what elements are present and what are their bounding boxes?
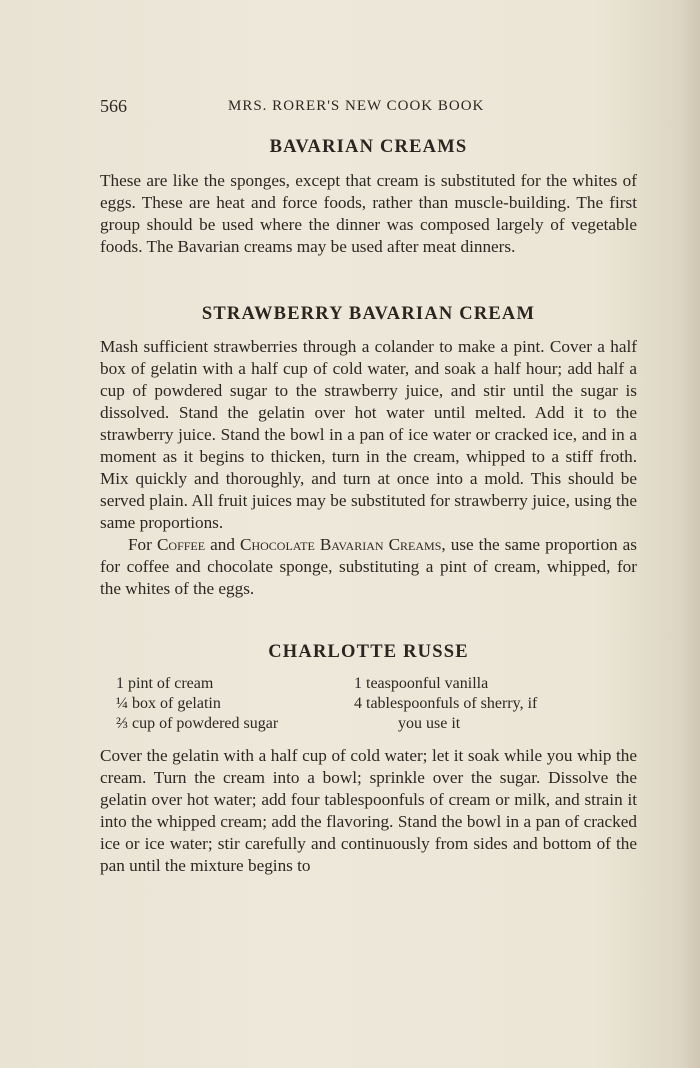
strawberry-bavarian-text: Mash sufficient strawberries through a colander to make a pint. Cover a half box of gelatin with a half cup of cold water, and soak a half hour; add half a cup of powdered sugar to the strawberry juice, and stir until the sugar is dissolved. Stand the gelatin over hot water until melted. Add it to the strawberry juice. Stand the bowl in a pan of ice water or cracked ice, and in a moment as it begins to thicken, turn in the cream, whipped to a stiff froth. Mix quickly and thoroughly, and turn at once into a mold. This should be served plain. All fruit juices may be substituted for strawberry juice, using the same proportions.: [100, 337, 637, 532]
section-title-charlotte-russe: CHARLOTTE RUSSE: [268, 642, 469, 662]
ingredient-list: [116, 674, 637, 734]
section-title-bavarian-creams: BAVARIAN CREAMS: [269, 137, 468, 157]
running-head: MRS. RORER'S NEW COOK BOOK: [228, 98, 485, 114]
ingredient-column-left: [116, 674, 354, 734]
ingredient-item: ⅔ cup of powdered sugar: [116, 715, 279, 732]
ingredient-item: 4 tablespoonfuls of sherry, if: [354, 695, 538, 712]
coffee-term: Coffee: [156, 535, 206, 554]
page-content: [100, 136, 637, 877]
charlotte-russe-text: Cover the gelatin with a half cup of cold water; let it soak while you whip the cream. Turn the cream into a bowl; sprinkle over the sugar. Dissolve the gelatin over hot water; add four tablespoonfuls of cream or milk, and strain it into the whipped cream; add the flavoring. Stand the bowl in a pan of cracked ice or ice water; stir carefully and continuously from sides and bottom of the pan until the mixture begins to: [100, 746, 637, 875]
chocolate-bavarian-term: Chocolate Bavarian Creams: [240, 535, 442, 554]
bavarian-creams-text: These are like the sponges, except that cream is substituted for the whites of eggs. These are heat and force foods, rather than muscle-building. The first group should be used where the dinner was composed largely of vegetable foods. The Bavarian creams may be used after meat dinners.: [100, 171, 637, 256]
coffee-chocolate-note: For Coffee and Chocolate Bavarian Creams, use the same proportion as for coffee and chocolate sponge, substituting a pint of cream, whipped, for the whites of the eggs.: [100, 535, 637, 598]
ingredient-item: ¼ box of gelatin: [116, 695, 221, 712]
ingredient-item: 1 pint of cream: [116, 675, 214, 692]
ingredient-column-right: [354, 674, 630, 734]
page-number: 566: [100, 96, 127, 116]
ingredient-item-continuation: you use it: [398, 715, 461, 732]
section-title-strawberry-bavarian-cream: STRAWBERRY BAVARIAN CREAM: [201, 304, 536, 324]
ingredient-item: 1 teaspoonful vanilla: [354, 675, 489, 692]
